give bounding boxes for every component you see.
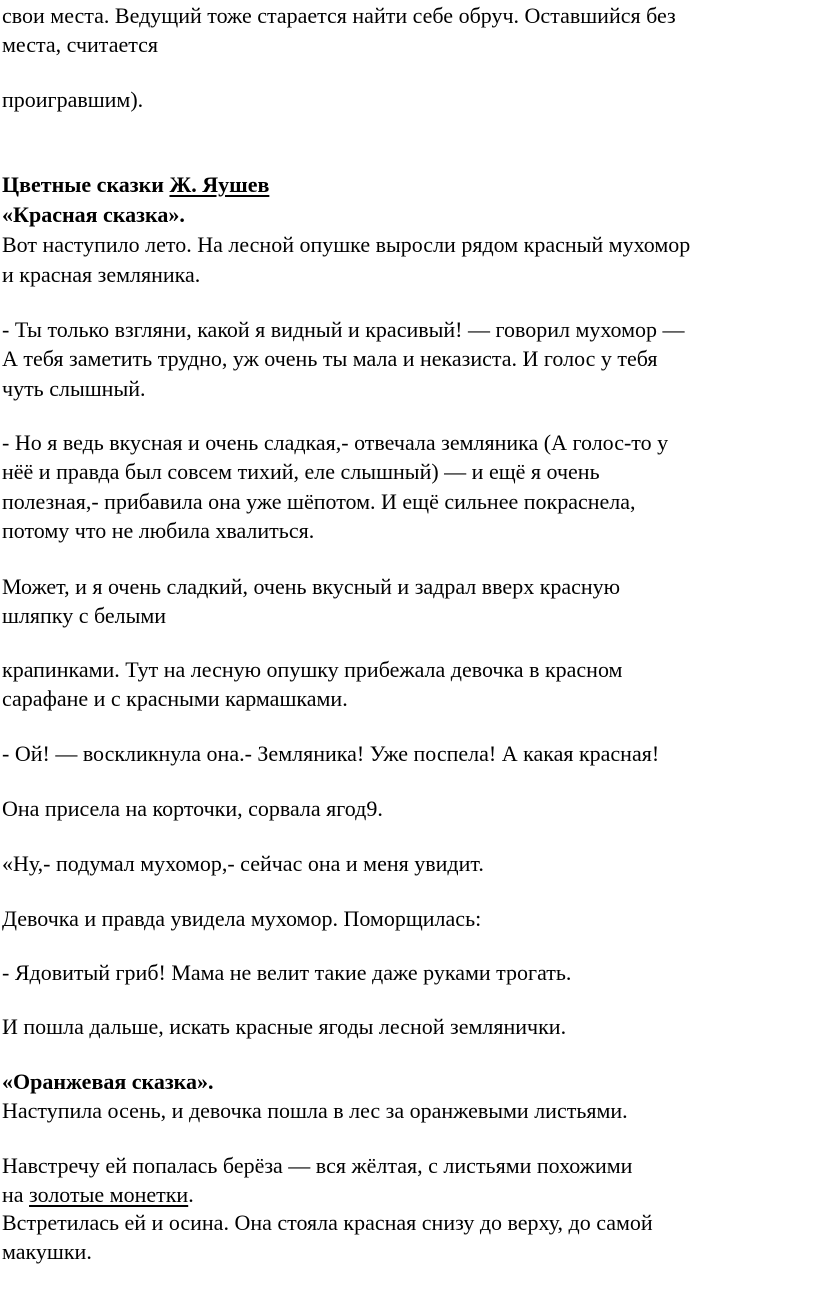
- red-tale-p6: - Ой! — воскликнула она.- Земляника! Уже поспела! А какая красная!: [2, 741, 660, 766]
- red-tale-p3-line-4: потому что не любила хвалиться.: [2, 518, 315, 543]
- red-tale-p3-line-2: нёё и правда был совсем тихий, еле слышный) — и ещё я очень: [2, 459, 600, 484]
- section-title-text: Цветные сказки: [2, 172, 170, 197]
- orange-tale-p1: Наступила осень, и девочка пошла в лес за оранжевыми листьями.: [2, 1098, 628, 1123]
- red-tale-p2-line-1: - Ты только взгляни, какой я видный и красивый! — говорил мухомор —: [2, 317, 685, 342]
- red-tale-p3-line-1: - Но я ведь вкусная и очень сладкая,- отвечала земляника (А голос-то у: [2, 430, 669, 455]
- orange-tale-p3-line-2: макушки.: [2, 1239, 92, 1264]
- red-tale-p11: И пошла дальше, искать красные ягоды лесной землянички.: [2, 1014, 567, 1039]
- golden-coins-link[interactable]: золотые монетки: [29, 1182, 189, 1207]
- red-tale-p2-line-3: чуть слышный.: [2, 376, 146, 401]
- red-tale-p9: Девочка и правда увидела мухомор. Поморщилась:: [2, 906, 482, 931]
- red-tale-p4-line-1: Может, и я очень сладкий, очень вкусный и задрал вверх красную: [2, 574, 621, 599]
- red-tale-p4-line-2: шляпку с белыми: [2, 603, 167, 628]
- orange-tale-p3-line-1: Встретилась ей и осина. Она стояла красная снизу до верху, до самой: [2, 1210, 653, 1235]
- red-tale-p1-line-1: Вот наступило лето. На лесной опушке выросли рядом красный мухомор: [2, 232, 691, 257]
- red-tale-p7: Она присела на корточки, сорвала ягод9.: [2, 796, 383, 821]
- red-tale-p1-line-2: и красная земляника.: [2, 262, 201, 287]
- red-tale-p10: - Ядовитый гриб! Мама не велит такие даже руками трогать.: [2, 960, 572, 985]
- red-tale-p8: «Ну,- подумал мухомор,- сейчас она и меня увидит.: [2, 851, 484, 876]
- orange-tale-p2-line-1: Навстречу ей попалась берёза — вся жёлтая, с листьями похожими: [2, 1153, 633, 1178]
- red-tale-p3-line-3: полезная,- прибавила она уже шёпотом. И ещё сильнее покраснела,: [2, 489, 636, 514]
- orange-tale-p2-line-2: [2, 1181, 194, 1209]
- intro-line-2: места, считается: [2, 32, 158, 57]
- red-tale-heading: «Красная сказка».: [2, 202, 185, 227]
- orange-tale-p2-prefix: на: [2, 1182, 30, 1207]
- intro-line-1: свои места. Ведущий тоже старается найти себе обруч. Оставшийся без: [2, 3, 676, 28]
- red-tale-p2-line-2: А тебя заметить трудно, уж очень ты мала и неказиста. И голос у тебя: [2, 346, 658, 371]
- orange-tale-p2-suffix: .: [188, 1182, 194, 1207]
- section-title-author: Ж. Яушев: [169, 172, 270, 197]
- orange-tale-heading: «Оранжевая сказка».: [2, 1069, 214, 1094]
- intro-line-3: проигравшим).: [2, 87, 144, 112]
- section-title: [2, 171, 269, 199]
- red-tale-p5-line-1: крапинками. Тут на лесную опушку прибежала девочка в красном: [2, 657, 623, 682]
- red-tale-p5-line-2: сарафане и с красными кармашками.: [2, 686, 348, 711]
